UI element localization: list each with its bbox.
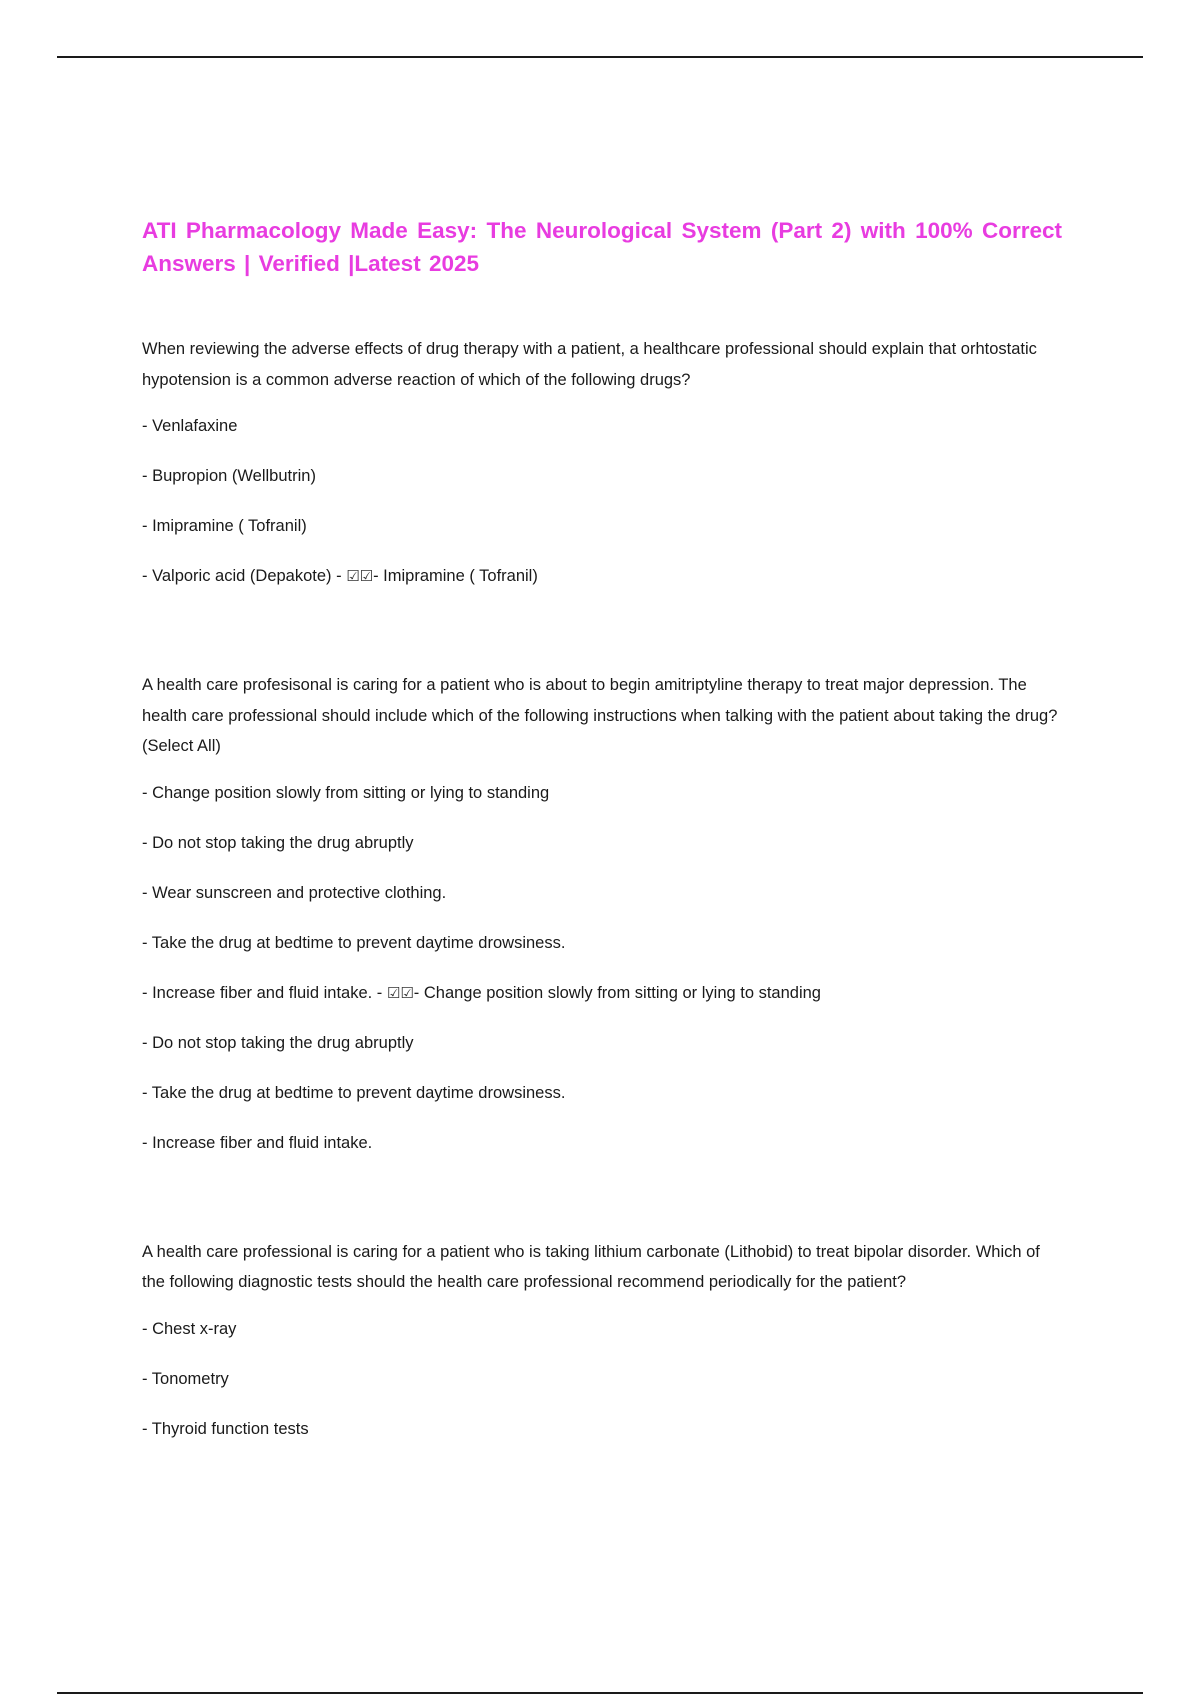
correct-answer: - Imipramine ( Tofranil)	[373, 567, 538, 585]
question-3	[142, 1237, 1062, 1445]
answer-option: - Increase fiber and fluid intake. -	[142, 983, 387, 1002]
question-stem: When reviewing the adverse effects of drug therapy with a patient, a healthcare professional should explain that orhtostatic hypotension is a common adverse reaction of which of the following drugs?	[142, 340, 1037, 389]
document-title: ATI Pharmacology Made Easy: The Neurological System (Part 2) with 100% Correct Answers | Verified |Latest 2025	[142, 218, 1062, 276]
answer-option: - Change position slowly from sitting or lying to standing	[142, 783, 550, 802]
document-body	[142, 214, 1062, 1464]
answer-line	[142, 978, 1062, 1009]
checkmark-icon: ☑☑	[386, 983, 414, 1002]
answer-option: - Take the drug at bedtime to prevent daytime drowsiness.	[142, 933, 566, 952]
checkmark-icon: ☑☑	[346, 567, 374, 585]
correct-answer: - Take the drug at bedtime to prevent daytime drowsiness.	[142, 1083, 566, 1102]
footer-rule	[57, 1692, 1143, 1694]
answer-option: - Imipramine ( Tofranil)	[142, 517, 307, 535]
answer-option: - Valporic acid (Depakote) -	[142, 567, 347, 585]
question-stem: A health care professional is caring for a patient who is taking lithium carbonate (Lithobid) to treat bipolar disorder. Which of the following diagnostic tests should the health care professional recommend periodically for the patient?	[142, 1242, 1040, 1291]
correct-answer: - Do not stop taking the drug abruptly	[142, 1033, 414, 1052]
answer-line	[142, 561, 1062, 592]
question-stem: A health care profesisonal is caring for a patient who is about to begin amitriptyline therapy to treat major depression. The health care professional should include which of the following instructions when talking with the patient about taking the drug? (Select All)	[142, 676, 1058, 755]
question-2	[142, 670, 1062, 1159]
header-rule	[57, 56, 1143, 58]
answer-option: - Do not stop taking the drug abruptly	[142, 833, 414, 852]
correct-answer: - Change position slowly from sitting or lying to standing	[413, 983, 821, 1002]
answer-option: - Wear sunscreen and protective clothing.	[142, 883, 447, 902]
answer-option: - Tonometry	[142, 1369, 229, 1388]
question-1	[142, 334, 1062, 592]
correct-answer: - Increase fiber and fluid intake.	[142, 1133, 373, 1152]
answer-option: - Chest x-ray	[142, 1319, 237, 1338]
answer-option: - Venlafaxine	[142, 417, 238, 435]
answer-option: - Bupropion (Wellbutrin)	[142, 467, 316, 485]
answer-option: - Thyroid function tests	[142, 1419, 309, 1438]
